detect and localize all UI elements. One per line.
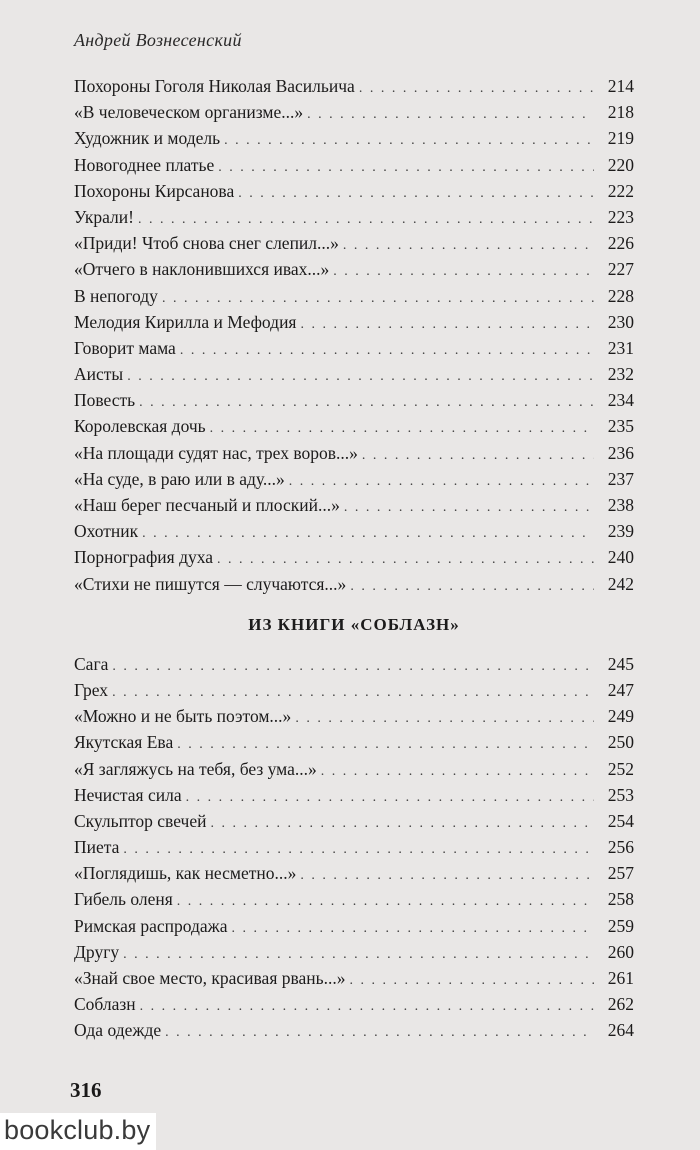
- toc-entry: [74, 886, 634, 912]
- toc-entry-page: 252: [607, 758, 634, 779]
- toc-entry-page: 222: [607, 180, 634, 201]
- dot-leader: [123, 837, 594, 863]
- toc-entry: [74, 703, 634, 729]
- toc-entry-page: 235: [607, 416, 634, 437]
- toc-entry: [74, 492, 634, 518]
- toc-entry-title: Грех: [74, 679, 109, 700]
- toc-entry: [74, 283, 634, 309]
- dot-leader: [177, 732, 594, 758]
- dot-leader: [295, 706, 594, 732]
- toc-entry-title: Порнография духа: [74, 547, 214, 568]
- toc-entry-page: 256: [607, 837, 634, 858]
- dot-leader: [362, 443, 594, 469]
- toc-entry-title: «Знай свое место, красивая рвань...»: [74, 968, 346, 988]
- toc-entry: [74, 571, 634, 597]
- toc-entry-title: Художник и модель: [74, 128, 221, 149]
- dot-leader: [138, 207, 594, 233]
- toc-entry: [74, 466, 634, 492]
- toc-entry-title: «Отчего в наклонившихся ивах...»: [74, 259, 330, 280]
- toc-entry-page: 234: [607, 390, 634, 411]
- toc-entry-page: 257: [607, 863, 634, 884]
- toc-entry-title: Сага: [74, 653, 109, 674]
- dot-leader: [224, 128, 594, 154]
- dot-leader: [165, 1020, 594, 1046]
- toc-entry-page: 261: [607, 968, 634, 988]
- toc-entry: [74, 860, 634, 886]
- toc-entry-title: «Я загляжусь на тебя, без ума...»: [74, 758, 317, 779]
- toc-entry-page: 264: [607, 1020, 634, 1041]
- toc-entry: [74, 125, 634, 151]
- toc-entry-page: 260: [607, 941, 634, 962]
- toc-entry-page: 236: [607, 442, 634, 463]
- toc-entry-title: Мелодия Кирилла и Мефодия: [74, 311, 297, 332]
- toc-entry: [74, 677, 634, 703]
- dot-leader: [350, 968, 594, 994]
- toc-entry-page: 232: [607, 364, 634, 385]
- toc-entry-page: 223: [607, 206, 634, 227]
- dot-leader: [177, 889, 594, 915]
- dot-leader: [289, 469, 594, 495]
- dot-leader: [238, 181, 594, 207]
- dot-leader: [142, 521, 594, 547]
- toc-entry-title: Пиета: [74, 837, 120, 858]
- toc-entry: [74, 204, 634, 230]
- toc-entry: [74, 1017, 634, 1043]
- dot-leader: [333, 259, 594, 285]
- toc-entry-title: Другу: [74, 941, 120, 962]
- dot-leader: [210, 811, 594, 837]
- toc-entry-title: «В человеческом организме...»: [74, 102, 304, 123]
- toc-entry-title: Украли!: [74, 206, 134, 227]
- toc-entry: [74, 335, 634, 361]
- dot-leader: [321, 759, 594, 785]
- toc-entry-title: В непогоду: [74, 285, 158, 306]
- table-of-contents: [74, 73, 634, 1044]
- toc-entry: [74, 73, 634, 99]
- dot-leader: [343, 233, 594, 259]
- dot-leader: [180, 338, 594, 364]
- dot-leader: [127, 364, 594, 390]
- toc-entry-page: 247: [607, 679, 634, 700]
- toc-entry: [74, 544, 634, 570]
- toc-entry-page: 218: [607, 102, 634, 123]
- toc-entry-title: «На суде, в раю или в аду...»: [74, 468, 285, 489]
- toc-entry: [74, 518, 634, 544]
- dot-leader: [139, 390, 594, 416]
- toc-entry-page: 242: [607, 573, 634, 594]
- running-head: Андрей Вознесенский: [74, 30, 242, 50]
- toc-entry: [74, 413, 634, 439]
- toc-entry-page: 237: [607, 468, 634, 489]
- toc-entry-page: 240: [607, 547, 634, 568]
- dot-leader: [350, 574, 594, 600]
- toc-entry-title: Гибель оленя: [74, 889, 173, 910]
- toc-entry: [74, 756, 634, 782]
- toc-entry: [74, 361, 634, 387]
- toc-part-2: [74, 651, 634, 1044]
- toc-entry-title: Якутская Ева: [74, 732, 174, 753]
- toc-entry-page: 239: [607, 521, 634, 542]
- toc-entry: [74, 230, 634, 256]
- toc-entry: [74, 991, 634, 1017]
- toc-entry-page: 227: [607, 259, 634, 280]
- toc-entry-title: «Поглядишь, как несметно...»: [74, 863, 297, 884]
- toc-entry-page: 250: [607, 732, 634, 753]
- toc-entry-page: 219: [607, 128, 634, 149]
- dot-leader: [210, 416, 594, 442]
- dot-leader: [359, 76, 594, 102]
- toc-entry-page: 238: [607, 495, 634, 515]
- section-heading: ИЗ КНИГИ «СОБЛАЗН»: [248, 614, 460, 634]
- toc-entry-page: 259: [607, 915, 634, 936]
- toc-entry-title: Охотник: [74, 521, 139, 542]
- watermark: bookclub.by: [0, 1113, 156, 1150]
- toc-entry: [74, 939, 634, 965]
- toc-entry-title: Похороны Кирсанова: [74, 180, 235, 201]
- toc-entry-page: 231: [607, 337, 634, 358]
- toc-entry-page: 245: [607, 653, 634, 674]
- toc-entry-title: Новогоднее платье: [74, 154, 215, 175]
- toc-entry-page: 253: [607, 784, 634, 805]
- toc-entry-page: 226: [607, 233, 634, 254]
- toc-entry: [74, 965, 634, 991]
- toc-entry: [74, 152, 634, 178]
- dot-leader: [218, 155, 594, 181]
- dot-leader: [162, 286, 594, 312]
- toc-entry-title: Ода одежде: [74, 1020, 162, 1041]
- dot-leader: [344, 495, 594, 521]
- dot-leader: [217, 547, 594, 573]
- toc-entry-title: Говорит мама: [74, 337, 176, 358]
- dot-leader: [123, 942, 594, 968]
- dot-leader: [307, 102, 594, 128]
- toc-entry-title: Скульптор свечей: [74, 810, 207, 831]
- dot-leader: [140, 994, 594, 1020]
- toc-entry-title: Аисты: [74, 364, 124, 385]
- toc-entry: [74, 440, 634, 466]
- toc-entry: [74, 178, 634, 204]
- toc-entry-title: «На площади судят нас, трех воров...»: [74, 442, 358, 463]
- dot-leader: [112, 680, 594, 706]
- toc-entry: [74, 99, 634, 125]
- dot-leader: [232, 916, 594, 942]
- toc-entry-page: 258: [607, 889, 634, 910]
- toc-entry: [74, 729, 634, 755]
- dot-leader: [300, 863, 594, 889]
- toc-entry-title: «Наш берег песчаный и плоский...»: [74, 495, 340, 515]
- toc-entry-title: «Можно и не быть поэтом...»: [74, 706, 292, 727]
- toc-entry: [74, 651, 634, 677]
- dot-leader: [112, 654, 594, 680]
- toc-entry: [74, 913, 634, 939]
- toc-entry-page: 249: [607, 706, 634, 727]
- toc-entry-title: Римская распродажа: [74, 915, 228, 936]
- dot-leader: [186, 785, 594, 811]
- page-number: 316: [70, 1078, 102, 1102]
- dot-leader: [300, 312, 594, 338]
- toc-entry-page: 220: [607, 154, 634, 175]
- toc-part-1: [74, 73, 634, 597]
- toc-entry-page: 228: [607, 285, 634, 306]
- toc-entry-page: 254: [607, 810, 634, 831]
- toc-entry: [74, 834, 634, 860]
- toc-entry-title: Повесть: [74, 390, 136, 411]
- toc-entry-title: Похороны Гоголя Николая Васильича: [74, 76, 355, 96]
- toc-entry: [74, 782, 634, 808]
- toc-entry-page: 214: [607, 76, 634, 96]
- toc-entry: [74, 309, 634, 335]
- toc-entry-title: Королевская дочь: [74, 416, 206, 437]
- toc-entry: [74, 256, 634, 282]
- toc-entry-title: «Приди! Чтоб снова снег слепил...»: [74, 233, 339, 254]
- toc-entry-page: 230: [607, 311, 634, 332]
- toc-entry-page: 262: [607, 994, 634, 1015]
- toc-entry: [74, 808, 634, 834]
- toc-entry: [74, 387, 634, 413]
- toc-entry-title: «Стихи не пишутся — случаются...»: [74, 573, 347, 594]
- toc-entry-title: Нечистая сила: [74, 784, 182, 805]
- toc-entry-title: Соблазн: [74, 994, 136, 1015]
